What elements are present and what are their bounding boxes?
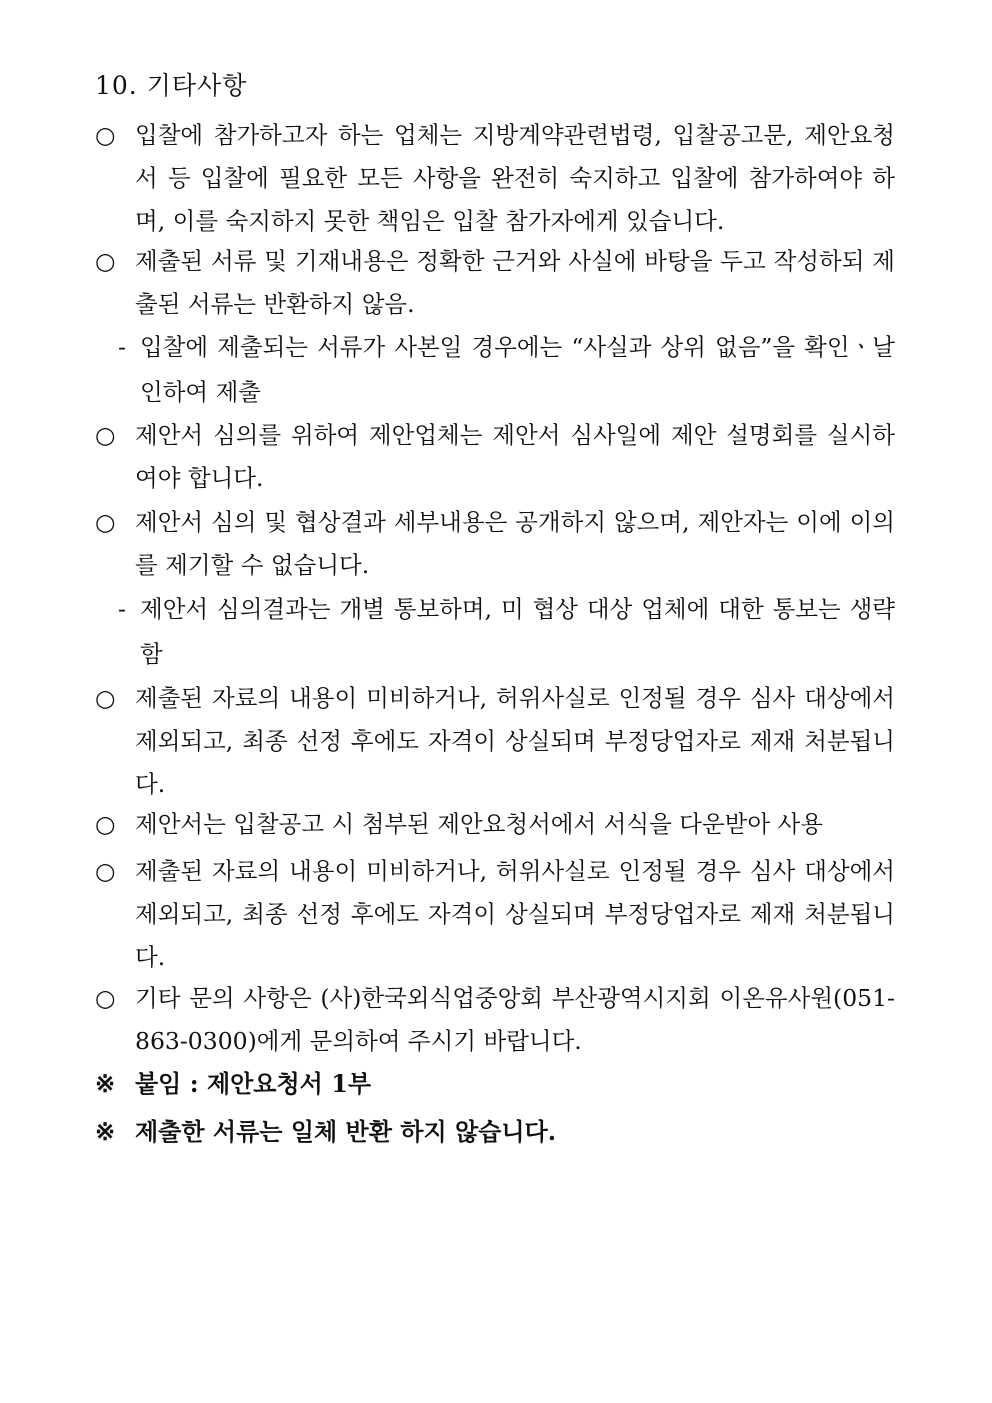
- circle-bullet: ○: [95, 421, 116, 449]
- attachment-note: [95, 1062, 895, 1105]
- circle-bullet: ○: [95, 857, 116, 885]
- list-item: [95, 114, 895, 243]
- sub-list-item: [118, 325, 895, 415]
- list-item-text: 입찰에 참가하고자 하는 업체는 지방계약관련법령, 입찰공고문, 제안요청서 등 입찰에 필요한 모든 사항을 완전히 숙지하고 입찰에 참가하여야 하며, 이를 숙지하지 못한 책임은 입찰 참가자에게 있습니다.: [135, 121, 895, 235]
- circle-bullet: ○: [95, 121, 116, 149]
- list-item: [95, 501, 895, 587]
- circle-bullet: ○: [95, 984, 116, 1012]
- sub-list-item-text: 제안서 심의결과는 개별 통보하며, 미 협상 대상 업체에 대한 통보는 생략함: [140, 595, 895, 668]
- return-policy-note: [95, 1110, 895, 1153]
- dash-bullet: -: [118, 595, 126, 623]
- circle-bullet: ○: [95, 247, 116, 275]
- note-text: 붙임 : 제안요청서 1부: [135, 1069, 372, 1098]
- list-item: [95, 850, 895, 979]
- reference-mark: ※: [95, 1069, 116, 1098]
- list-item: [95, 414, 895, 500]
- circle-bullet: ○: [95, 508, 116, 536]
- list-item-text: 제안서 심의 및 협상결과 세부내용은 공개하지 않으며, 제안자는 이에 이의를 제기할 수 없습니다.: [135, 508, 895, 579]
- list-item-text: 제안서 심의를 위하여 제안업체는 제안서 심사일에 제안 설명회를 실시하여야 합니다.: [135, 421, 895, 492]
- list-item: [95, 977, 895, 1063]
- reference-mark: ※: [95, 1117, 116, 1146]
- list-item: [95, 677, 895, 806]
- circle-bullet: ○: [95, 684, 116, 712]
- list-item-text: 제출된 자료의 내용이 미비하거나, 허위사실로 인정될 경우 심사 대상에서 제외되고, 최종 선정 후에도 자격이 상실되며 부정당업자로 제재 처분됩니다.: [135, 684, 895, 798]
- sub-list-item-text: 입찰에 제출되는 서류가 사본일 경우에는 “사실과 상위 없음”을 확인ㆍ날인하여 제출: [140, 333, 895, 406]
- dash-bullet: -: [118, 333, 126, 361]
- list-item-text: 제출된 서류 및 기재내용은 정확한 근거와 사실에 바탕을 두고 작성하되 제출된 서류는 반환하지 않음.: [135, 247, 895, 318]
- list-item-text: 제안서는 입찰공고 시 첨부된 제안요청서에서 서식을 다운받아 사용: [135, 810, 823, 838]
- section-title: 10. 기타사항: [95, 71, 248, 100]
- list-item-text: 제출된 자료의 내용이 미비하거나, 허위사실로 인정될 경우 심사 대상에서 제외되고, 최종 선정 후에도 자격이 상실되며 부정당업자로 제재 처분됩니다.: [135, 857, 895, 971]
- list-item: [95, 803, 895, 846]
- list-item-text: 기타 문의 사항은 (사)한국외식업중앙회 부산광역시지회 이온유사원(051-863-0300)에게 문의하여 주시기 바랍니다.: [135, 984, 895, 1055]
- sub-list-item: [118, 587, 895, 677]
- list-item: [95, 240, 895, 326]
- note-text: 제출한 서류는 일체 반환 하지 않습니다.: [135, 1117, 557, 1146]
- circle-bullet: ○: [95, 810, 116, 838]
